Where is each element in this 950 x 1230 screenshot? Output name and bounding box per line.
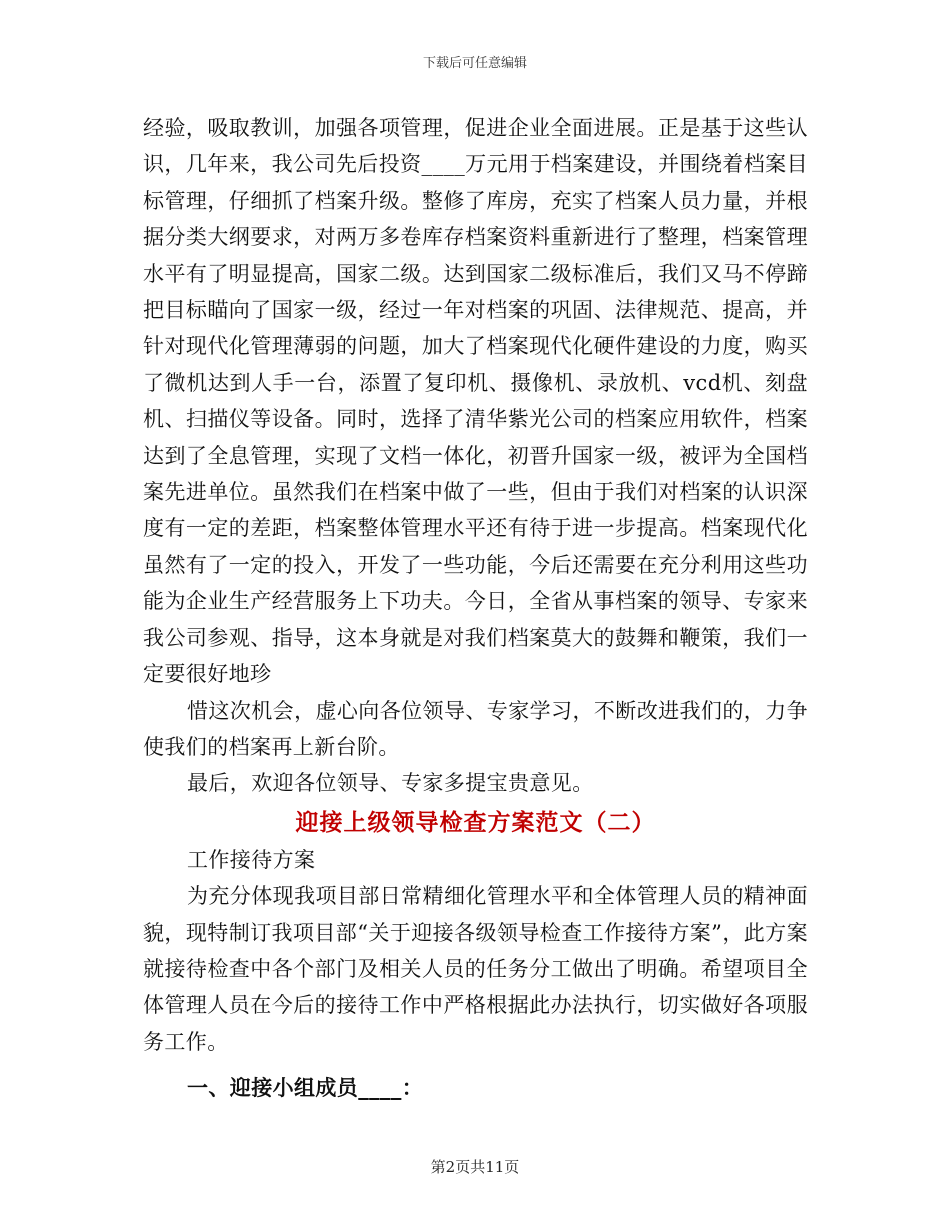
- page-header: 下载后可任意编辑: [422, 56, 527, 71]
- paragraph-closing: 最后，欢迎各位领导、专家多提宝贵意见。: [187, 771, 594, 796]
- heading-reception-team: 一、迎接小组成员____：: [187, 1075, 424, 1101]
- paragraph-archive-work: 经验，吸取教训，加强各项管理，促进企业全面进展。正是基于这些认识，几年来，我公司先后投资____万元用于档案建设，并围绕着档案目标管理，仔细抓了档案升级。整修了库房，充实了档案人员力量，并根据分类大纲要求，对两万多卷库存档案资料重新进行了整理，档案管理水平有了明显提高，国家二级。达到国家二级标准后，我们又马不停蹄把目标瞄向了国家一级，经过一年对档案的巩固、法律规范、提高，并针对现代化管理薄弱的问题，加大了档案现代化硬件建设的力度，购买了微机达到人手一台，添置了复印机、摄像机、录放机、vcd机、刻盘机、扫描仪等设备。同时，选择了清华紫光公司的档案应用软件，档案达到了全息管理，实现了文档一体化，初晋升国家一级，被评为全国档案先进单位。虽然我们在档案中做了一些，但由于我们对档案的认识深度有一定的差距，档案整体管理水平还有待于进一步提高。档案现代化虽然有了一定的投入，开发了一些功能，今后还需要在充分利用这些功能为企业生产经营服务上下功夫。今日，全省从事档案的领导、专家来我公司参观、指导，这本身就是对我们档案莫大的鼓舞和鞭策，我们一定要很好地珍: [143, 116, 808, 687]
- document-body: [143, 110, 808, 1106]
- paragraph-plan-intro: 为充分体现我项目部日常精细化管理水平和全体管理人员的精神面貌，现特制订我项目部“关于迎接各级领导检查工作接待方案”，此方案就接待检查中各个部门及相关人员的任务分工做出了明确。希望项目全体管理人员在今后的接待工作中严格根据此办法执行，切实做好各项服务工作。: [143, 884, 808, 1054]
- section-title: 迎接上级领导检查方案范文（二）: [295, 808, 656, 836]
- paragraph-cherish-opportunity: 惜这次机会，虚心向各位领导、专家学习，不断改进我们的，力争使我们的档案再上新台阶。: [143, 698, 808, 759]
- page-footer: 第2页共11页: [430, 1158, 520, 1176]
- paragraph-plan-name: 工作接待方案: [187, 847, 316, 872]
